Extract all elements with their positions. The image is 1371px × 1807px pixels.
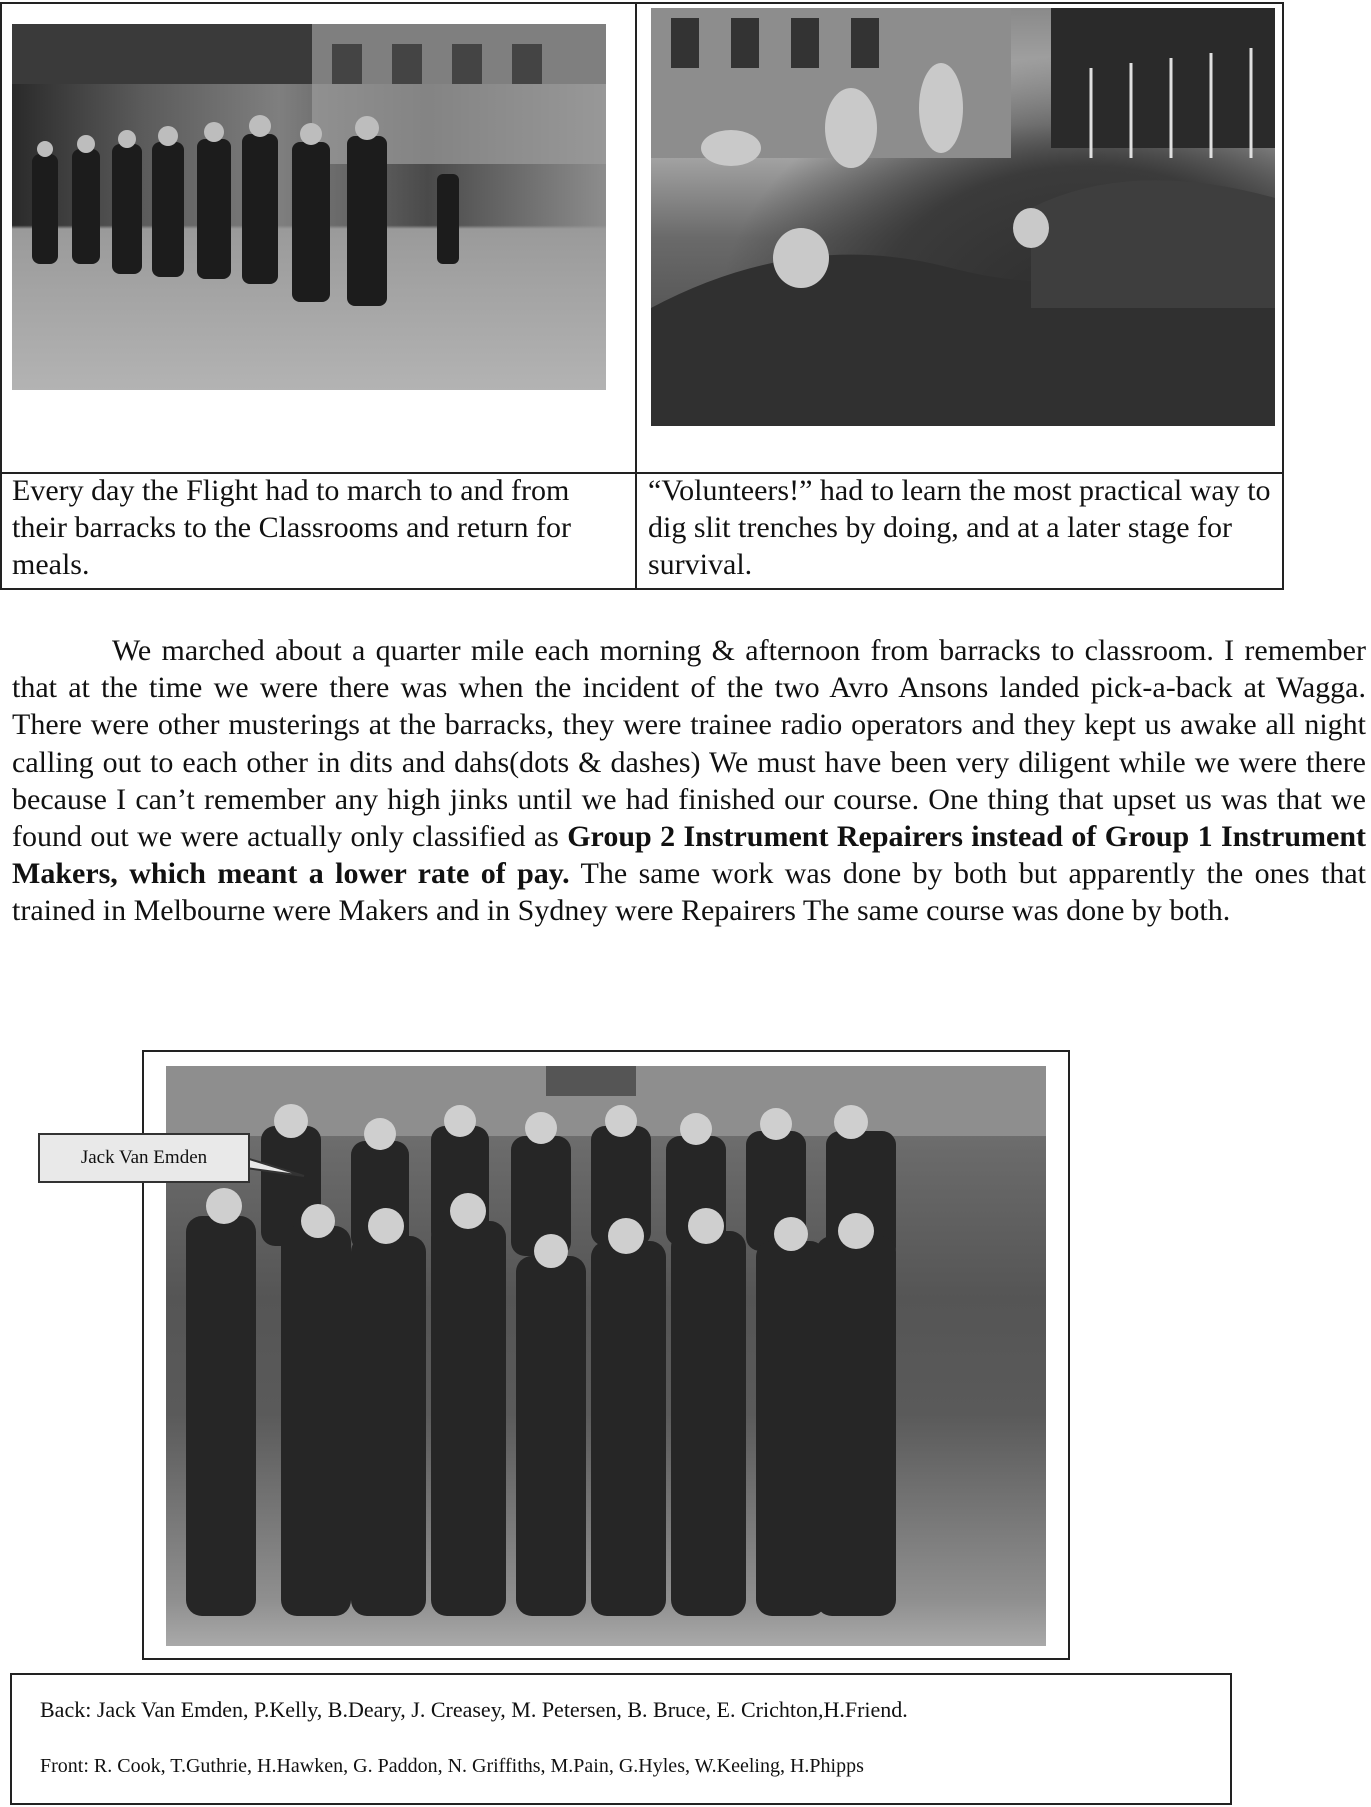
- trench-photo-drawing: [651, 8, 1275, 426]
- table-vertical-divider: [635, 4, 637, 588]
- callout-pointer: [246, 1140, 306, 1180]
- marching-photo: [12, 24, 606, 390]
- marching-caption: Every day the Flight had to march to and from their barracks to the Classrooms and return for meals.: [12, 474, 571, 581]
- back-row-names: Back: Jack Van Emden, P.Kelly, B.Deary, J. Creasey, M. Petersen, B. Bruce, E. Crichton,H.Friend.: [40, 1697, 908, 1722]
- paragraph-text-start: We marched about a quarter mile each morning & afternoon from barracks to classroom. I remember that at the time we were there was when the incident of the two Avro Ansons landed pick-a-back at Wagga. There were other musterings at the barracks, they were trainee radio operators and they kept us awake all night calling out to each other in dits and dahs(dots & dashes) We must have been very diligent while we were there because I can’t remember any high jinks until we had finished our course. One thing that upset us was that we found out we were actually only classified as: [12, 634, 1366, 854]
- body-paragraph: [12, 632, 1366, 930]
- front-row-names: Front: R. Cook, T.Guthrie, H.Hawken, G. Paddon, N. Griffiths, M.Pain, G.Hyles, W.Keeling, H.Phipps: [40, 1755, 864, 1777]
- names-caption-box: [10, 1673, 1232, 1805]
- paragraph-bold-statement: Group 2 Instrument Repairers instead of Group 1 Instrument Makers, which meant a lower rate of pay.: [12, 820, 1366, 891]
- trench-digging-photo: [651, 8, 1275, 426]
- paragraph-text-end: The same work was done by both but apparently the ones that trained in Melbourne were Makers and in Sydney were Repairers The same course was done by both.: [12, 857, 1366, 928]
- marching-photo-drawing: [12, 24, 606, 390]
- name-callout: Jack Van Emden: [38, 1133, 250, 1183]
- trench-caption: “Volunteers!” had to learn the most practical way to dig slit trenches by doing, and at a later stage for survival.: [648, 474, 1271, 581]
